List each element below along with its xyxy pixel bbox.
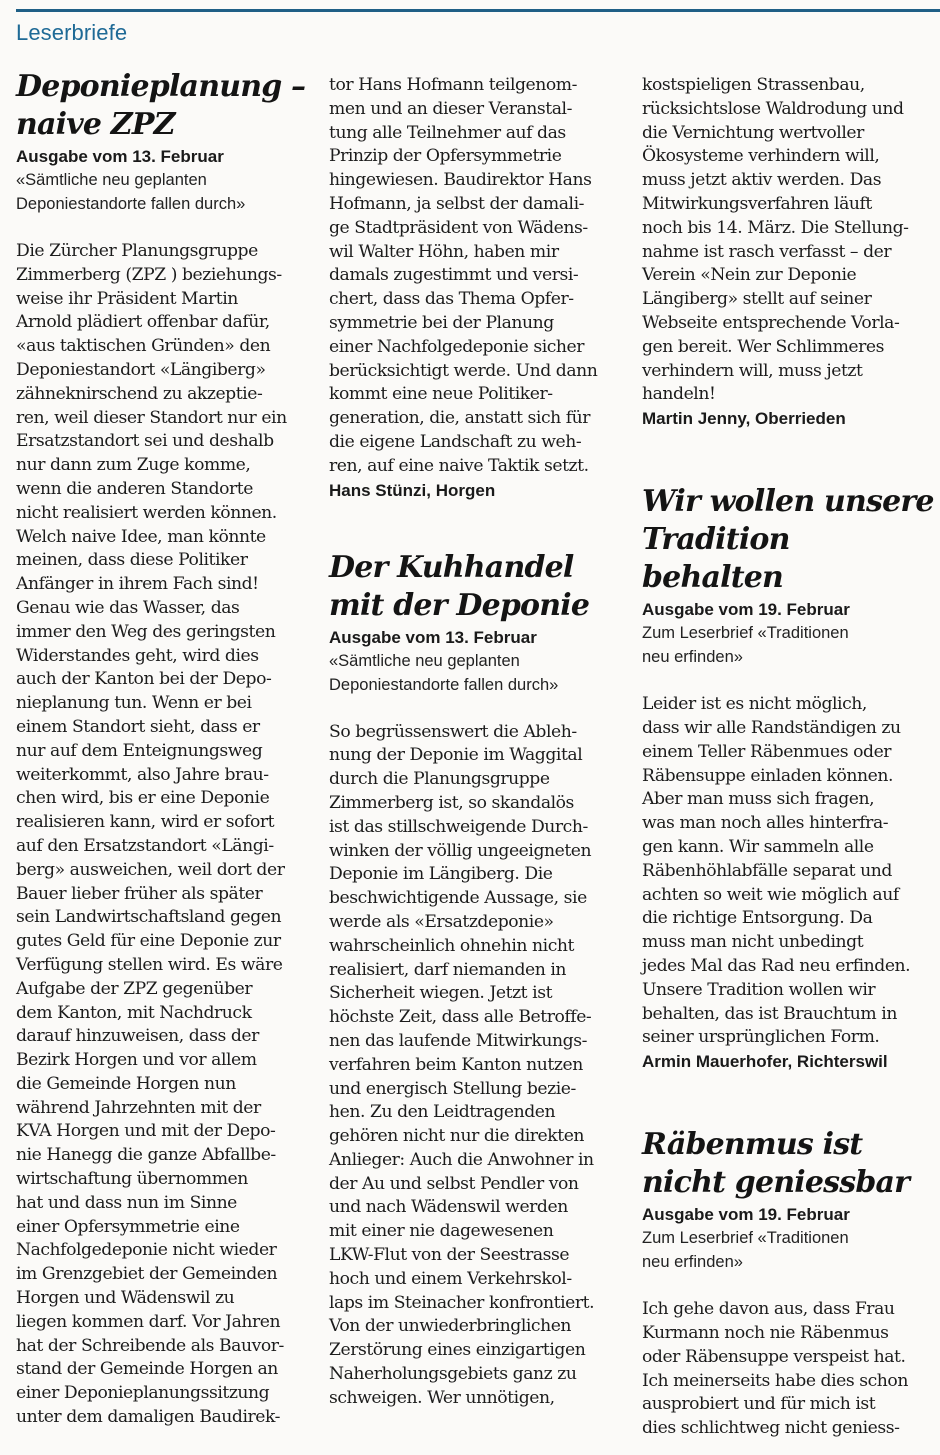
body-line: mit einer nie dagewesenen <box>329 1221 554 1242</box>
letter-headline: Der Kuhhandel mit der Deponie <box>329 549 590 623</box>
column-1 <box>16 68 312 1430</box>
body-line: stand der Gemeinde Horgen an <box>16 1359 278 1380</box>
body-line: einer Opfersymmetrie eine <box>16 1216 240 1237</box>
column-3 <box>642 74 938 1441</box>
body-line: Ich gehe davon aus, dass Frau <box>642 1299 895 1320</box>
reference-quote: «Sämtliche neu geplanten Deponiestandorte fallen durch» <box>329 651 559 694</box>
body-line: dem Kanton, mit Nachdruck <box>16 1002 252 1023</box>
body-line: was man noch alles hinterfra- <box>642 813 889 834</box>
body-line: chert, dass das Thema Opfer- <box>329 289 574 310</box>
body-line: nur auf dem Enteignungsweg <box>16 740 263 761</box>
body-line: tor Hans Hofmann teilgenom- <box>329 75 577 95</box>
body-line: behalten, das ist Brauchtum in <box>642 1003 897 1024</box>
body-line: Anlieger: Auch die Anwohner in <box>329 1149 594 1170</box>
body-line: Leider ist es nicht möglich, <box>642 694 867 715</box>
body-line: Kurmann noch nie Räbenmus <box>642 1322 889 1343</box>
letter-kuhhandel <box>329 549 625 1411</box>
body-line: handeln! <box>642 384 716 405</box>
body-line: Zimmerberg ist, so skandalös <box>329 792 574 813</box>
body-line: Zerstörung eines einzigartigen <box>329 1340 586 1361</box>
letter-tradition <box>642 483 938 1074</box>
letter-body <box>642 1298 938 1441</box>
body-line: seiner ursprünglichen Form. <box>642 1027 880 1048</box>
body-line: ge Stadtpräsident von Wädens- <box>329 217 588 238</box>
body-line: die eigene Landschaft zu weh- <box>329 431 582 452</box>
body-line: Von der unwiederbringlichen <box>329 1316 572 1337</box>
body-line: chen wird, bis er eine Deponie <box>16 788 270 809</box>
reference-quote: «Sämtliche neu geplanten Deponiestandorte fallen durch» <box>16 171 246 213</box>
body-line: realisieren kann, wird er sofort <box>16 812 275 833</box>
body-line: unter dem damaligen Baudirek- <box>16 1407 281 1428</box>
body-line: berg» ausweichen, weil dort der <box>16 859 285 880</box>
body-line: damals zugestimmt und versi- <box>329 265 579 286</box>
body-line: tung alle Teilnehmer auf das <box>329 122 566 143</box>
body-line: hat und dass nun im Sinne <box>16 1192 237 1213</box>
body-line: nur dann zum Zuge komme, <box>16 455 251 476</box>
body-line: die richtige Entsorgung. Da <box>642 908 873 929</box>
body-line: Zimmerberg (ZPZ ) beziehungs- <box>16 264 282 285</box>
body-line: einer Nachfolgedeponie sicher <box>329 336 585 357</box>
edition-date: Ausgabe vom 13. Februar <box>329 627 537 647</box>
body-line: realisiert, darf niemanden in <box>329 959 567 980</box>
body-line: KVA Horgen und mit der Depo- <box>16 1121 276 1142</box>
body-line: kommt eine neue Politiker- <box>329 384 553 405</box>
body-line: der Au und selbst Pendler von <box>329 1173 579 1194</box>
body-line: So begrüssenswert die Ableh- <box>329 721 577 742</box>
edition-date: Ausgabe vom 19. Februar <box>642 600 850 620</box>
body-line: und nach Wädenswil werden <box>329 1197 568 1218</box>
body-line: muss jetzt aktiv werden. Das <box>642 170 882 191</box>
body-line: gen bereit. Wer Schlimmeres <box>642 336 885 357</box>
body-line: Genau wie das Wasser, das <box>16 597 240 618</box>
letter-headline: Wir wollen unsere Tradition behalten <box>642 484 934 596</box>
edition-date: Ausgabe vom 19. Februar <box>642 1205 850 1225</box>
body-line: Nachfolgedeponie nicht wieder <box>16 1240 277 1261</box>
body-line: achten so weit wie möglich auf <box>642 884 899 905</box>
body-line: Längiberg» stellt auf seiner <box>642 289 872 310</box>
reference-quote: Zum Leserbrief «Traditionen neu erfinden» <box>642 624 849 667</box>
body-line: die Vernichtung wertvoller <box>642 122 864 143</box>
body-line: durch die Planungsgruppe <box>329 769 550 790</box>
reference-quote: Zum Leserbrief «Traditionen neu erfinden» <box>642 1229 849 1272</box>
body-line: Arnold plädiert offenbar dafür, <box>16 312 270 333</box>
body-line: nung der Deponie im Waggital <box>329 745 583 766</box>
letter-body-continued <box>642 74 938 407</box>
body-line: gehören nicht nur die direkten <box>329 1126 585 1147</box>
body-line: einem Teller Räbenmues oder <box>642 741 892 762</box>
body-line: Sicherheit wiegen. Jetzt ist <box>329 983 553 1004</box>
body-line: Hofmann, ja selbst der damali- <box>329 193 584 214</box>
body-line: wirtschaftung übernommen <box>16 1169 248 1190</box>
body-line: nieplanung tun. Wenn er bei <box>16 693 252 714</box>
letter-body <box>329 721 625 1411</box>
body-line: Widerstandes geht, wird dies <box>16 645 259 666</box>
letter-author: Hans Stünzi, Horgen <box>329 480 496 500</box>
body-line: weise ihr Präsident Martin <box>16 288 238 309</box>
letter-deponieplanung <box>16 68 312 1430</box>
body-line: höchste Zeit, dass alle Betroffe- <box>329 1007 592 1028</box>
body-line: auf den Ersatzstandort «Längi- <box>16 835 274 856</box>
body-line: Die Zürcher Planungsgruppe <box>16 241 258 261</box>
body-line: winken der völlig ungeeigneten <box>329 840 592 861</box>
body-line: Räbenhöhlabfälle separat und <box>642 860 892 881</box>
body-line: Ersatzstandort sei und deshalb <box>16 431 274 452</box>
letter-body <box>642 693 938 1050</box>
body-line: einer Deponieplanungssitzung <box>16 1383 270 1404</box>
body-line: symmetrie bei der Planung <box>329 312 554 333</box>
body-line: oder Räbensuppe verspeist hat. <box>642 1346 906 1367</box>
body-line: generation, die, anstatt sich für <box>329 408 591 429</box>
body-line: sein Landwirtschaftsland gegen <box>16 907 282 928</box>
body-line: Ökosysteme verhindern will, <box>642 146 880 167</box>
body-line: ren, weil dieser Standort nur ein <box>16 407 287 428</box>
body-line: verfahren beim Kanton nutzen <box>329 1054 583 1075</box>
body-line: zähneknirschend zu akzeptie- <box>16 383 263 404</box>
body-line: wenn die anderen Standorte <box>16 478 253 499</box>
body-line: und energisch Stellung bezie- <box>329 1078 576 1099</box>
body-line: einem Standort sieht, dass er <box>16 716 260 737</box>
body-line: Aufgabe der ZPZ gegenüber <box>16 978 253 999</box>
body-line: während Jahrzehnten mit der <box>16 1097 261 1118</box>
body-line: Deponiestandort «Längiberg» <box>16 359 266 380</box>
body-line: darauf hinzuweisen, dass der <box>16 1026 259 1047</box>
body-line: Bauer lieber früher als später <box>16 883 263 904</box>
body-line: noch bis 14. März. Die Stellung- <box>642 217 909 238</box>
body-line: weiterkommt, also Jahre brau- <box>16 764 269 785</box>
letter-author: Martin Jenny, Oberrieden <box>642 409 846 429</box>
body-line: Welch naive Idee, man könnte <box>16 526 266 547</box>
body-line: rücksichtslose Waldrodung und <box>642 98 904 119</box>
body-line: jedes Mal das Rad neu erfinden. <box>642 955 911 976</box>
body-line: Aber man muss sich fragen, <box>642 789 875 810</box>
body-line: schweigen. Wer unnötigen, <box>329 1387 555 1408</box>
body-line: meinen, dass diese Politiker <box>16 550 248 571</box>
body-line: hen. Zu den Leidtragenden <box>329 1102 556 1123</box>
body-line: LKW-Flut von der Seestrasse <box>329 1245 570 1266</box>
letter-headline: Räbenmus ist nicht geniessbar <box>642 1127 910 1201</box>
body-line: Verein «Nein zur Deponie <box>642 265 857 286</box>
body-line: Räbensuppe einladen können. <box>642 765 894 786</box>
top-rule <box>16 9 940 12</box>
body-line: Bezirk Horgen und vor allem <box>16 1050 257 1071</box>
body-line: wil Walter Höhn, haben mir <box>329 241 559 262</box>
letter-body <box>16 240 312 1430</box>
body-line: dass wir alle Randständigen zu <box>642 717 901 738</box>
body-line: «aus taktischen Gründen» den <box>16 336 271 357</box>
body-line: hingewiesen. Baudirektor Hans <box>329 170 592 191</box>
section-label: Leserbriefe <box>16 20 128 45</box>
body-line: gutes Geld für eine Deponie zur <box>16 931 281 952</box>
body-line: hat der Schreibende als Bauvor- <box>16 1335 284 1356</box>
body-line: im Grenzgebiet der Gemeinden <box>16 1264 278 1285</box>
body-line: Prinzip der Opfersymmetrie <box>329 146 562 167</box>
body-line: wahrscheinlich ohnehin nicht <box>329 935 574 956</box>
body-line: nicht realisiert werden können. <box>16 502 277 523</box>
body-line: Deponie im Längiberg. Die <box>329 864 553 885</box>
body-line: immer den Weg des geringsten <box>16 621 276 642</box>
body-line: liegen kommen darf. Vor Jahren <box>16 1311 281 1332</box>
body-line: Webseite entsprechende Vorla- <box>642 312 900 333</box>
body-line: nahme ist rasch verfasst – der <box>642 241 892 262</box>
body-line: beschwichtigende Aussage, sie <box>329 888 587 909</box>
edition-date: Ausgabe vom 13. Februar <box>16 147 224 166</box>
body-line: verhindern will, muss jetzt <box>642 360 863 381</box>
letter-body-continued <box>329 74 625 479</box>
body-line: werde als «Ersatzdeponie» <box>329 911 554 932</box>
body-line: kostspieligen Strassenbau, <box>642 75 865 95</box>
body-line: ausprobiert und für mich ist <box>642 1394 876 1415</box>
letter-headline: Deponieplanung – naive ZPZ <box>16 69 306 142</box>
body-line: laps im Steinacher konfrontiert. <box>329 1292 595 1313</box>
body-line: men und an dieser Veranstal- <box>329 98 572 119</box>
body-line: Ich meinerseits habe dies schon <box>642 1370 908 1391</box>
body-line: Naherholungsgebiets ganz zu <box>329 1364 577 1385</box>
body-line: dies schlichtweg nicht geniess- <box>642 1418 900 1439</box>
body-line: die Gemeinde Horgen nun <box>16 1073 236 1094</box>
letter-raebenmus <box>642 1126 938 1441</box>
body-line: muss man nicht unbedingt <box>642 932 864 953</box>
body-line: gen kann. Wir sammeln alle <box>642 836 874 857</box>
body-line: nen das laufende Mitwirkungs- <box>329 1030 587 1051</box>
body-line: nie Hanegg die ganze Abfallbe- <box>16 1145 276 1166</box>
column-2 <box>329 74 625 1411</box>
body-line: Unsere Tradition wollen wir <box>642 979 876 1000</box>
body-line: Horgen und Wädenswil zu <box>16 1288 235 1309</box>
body-line: ren, auf eine naive Taktik setzt. <box>329 455 589 476</box>
body-line: Verfügung stellen wird. Es wäre <box>16 954 283 975</box>
body-line: hoch und einem Verkehrskol- <box>329 1268 572 1289</box>
body-line: auch der Kanton bei der Depo- <box>16 669 272 690</box>
body-line: Mitwirkungsverfahren läuft <box>642 193 872 214</box>
body-line: berücksichtigt werde. Und dann <box>329 360 598 381</box>
letter-author: Armin Mauerhofer, Richterswil <box>642 1052 888 1072</box>
body-line: ist das stillschweigende Durch- <box>329 816 588 837</box>
body-line: Anfänger in ihrem Fach sind! <box>16 574 259 595</box>
